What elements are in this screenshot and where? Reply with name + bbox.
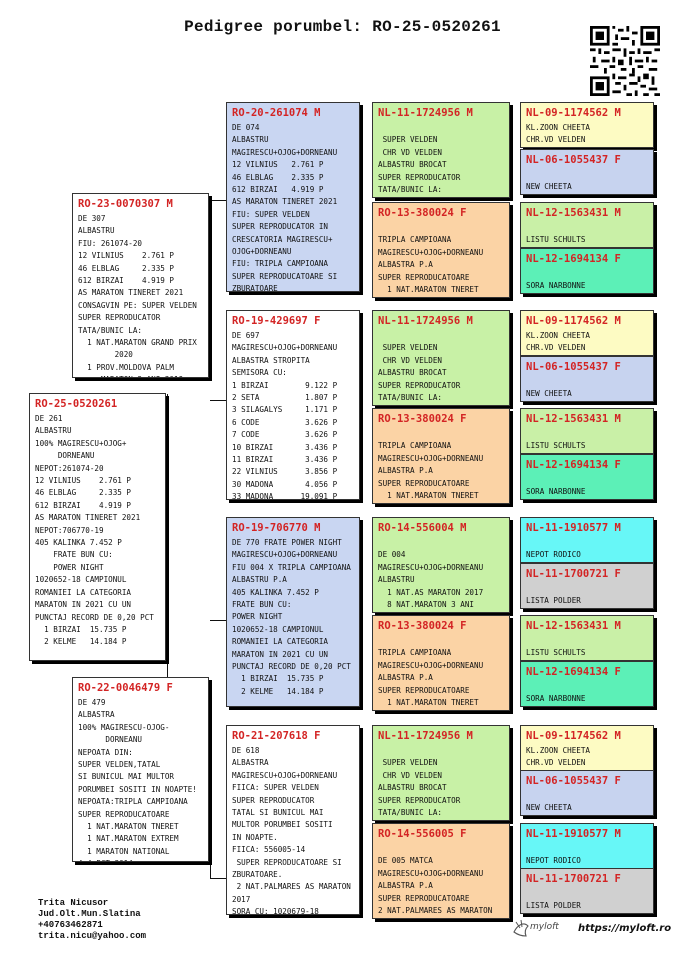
card-text-line: 12 VILNIUS 2.761 P — [78, 251, 175, 261]
card-text-line — [378, 428, 504, 440]
card-text-line: ALBASTRU — [378, 575, 415, 585]
card-text-line: ALBASTRA STROPITA — [232, 355, 310, 365]
card-text-line: ZBURATOARE. — [232, 870, 283, 880]
card-text-line: MAGIRESCU+OJOG+DORNEANU — [378, 247, 484, 257]
ring-number: NL-09-1174562 M — [526, 730, 621, 742]
card-text-line: 405 KALINKA 7.452 P — [35, 538, 122, 548]
ring-number: RO-19-706770 M — [232, 522, 321, 534]
ring-number: NL-11-1724956 M — [378, 315, 473, 327]
pedigree-card-ggp[interactable] — [372, 823, 510, 919]
owner-name: Trita Nicusor — [38, 898, 109, 908]
card-text-line: TRIPLA CAMPIOANA — [378, 441, 452, 451]
card-text-line: 1 MARATON NATIONAL — [78, 846, 170, 856]
card-text-line — [378, 404, 504, 406]
pedigree-card-gggp[interactable] — [520, 770, 654, 816]
card-text-line: SUPER REPRODUCATOARE SI — [232, 857, 342, 867]
card-text-line: 1 BIRZAI 9.122 P — [232, 380, 338, 390]
pedigree-card-gggp[interactable] — [520, 149, 654, 195]
card-text-line — [78, 858, 203, 862]
ring-number: NL-06-1055437 F — [526, 775, 621, 787]
card-text-line: NEW CHEETA — [526, 182, 572, 192]
pedigree-card-gggp[interactable] — [520, 563, 654, 609]
card-text-line — [378, 709, 504, 711]
card-text-line: SUPER VELDEN,TATAL — [78, 760, 161, 770]
pedigree-card-gggp[interactable] — [520, 868, 654, 914]
pedigree-card-dam-sire[interactable] — [226, 517, 360, 707]
card-text-line: 100% MAGIRESCU+OJOG+ — [35, 438, 127, 448]
pedigree-card-gggp[interactable] — [520, 661, 654, 707]
pedigree-card-ggp[interactable] — [372, 615, 510, 711]
pedigree-card-gggp[interactable] — [520, 102, 654, 148]
card-text-line: CHR VD VELDEN — [378, 770, 443, 780]
card-text-line: 1 BIRZAI 15.735 P — [35, 624, 127, 634]
ring-number: RO-20-261074 M — [232, 107, 321, 119]
card-text-line — [378, 330, 504, 342]
card-text-line: ALBASTRA P.A — [378, 881, 433, 891]
card-text-line: MAGIRESCU+OJOG+DORNEANU — [232, 770, 338, 780]
card-text-line: 2020 — [78, 350, 133, 360]
connector-line — [512, 750, 513, 800]
ring-number: NL-11-1910577 M — [526, 522, 621, 534]
card-text-line: KL.ZOON CHEETA — [526, 123, 591, 132]
connector-line — [210, 700, 211, 878]
ring-number: NL-06-1055437 F — [526, 154, 621, 166]
card-text-line — [526, 815, 648, 816]
card-text-line: 2 KELME 14.184 P — [232, 686, 324, 696]
ring-number: RO-21-207618 F — [232, 730, 321, 742]
card-text-line: NEPOATA DIN: — [78, 747, 133, 757]
card-text-line: 612 BIRZAI 4.919 P — [232, 185, 324, 195]
card-text-line: NEW CHEETA — [526, 803, 572, 813]
card-text-line: FRATE BUN CU: — [232, 600, 292, 610]
card-text-line: FIU: 261074-20 — [78, 238, 143, 248]
card-text-line: DE 479 — [78, 698, 106, 707]
card-text-line: SUPER REPRODUCATOARE — [78, 809, 170, 819]
card-text-line: DE 074 — [232, 123, 260, 132]
card-text-line — [526, 222, 648, 234]
card-text-line: TATAL SI BUNICUL MAI — [232, 808, 324, 818]
qr-code — [590, 26, 660, 96]
card-text-line: SEMISORA CU: — [232, 368, 287, 378]
card-text-line — [526, 913, 648, 914]
card-text-line: 10 BIRZAI 3.436 P — [232, 442, 338, 452]
card-text-line: NEW CHEETA — [526, 389, 572, 399]
card-text-line — [526, 376, 648, 388]
card-text-line — [378, 122, 504, 134]
ring-number: RO-13-380024 F — [378, 620, 467, 632]
card-text-line: DE 261 — [35, 414, 63, 423]
card-text-line — [526, 169, 648, 181]
card-text-line: MAGIRESCU+OJOG+DORNEANU — [232, 147, 338, 157]
card-text-line: 1020652-18 CAMPIONUL — [35, 575, 127, 585]
ring-number: NL-12-1694134 F — [526, 253, 621, 265]
card-text-line: CHR.VD VELDEN — [526, 758, 586, 768]
connector-line — [362, 565, 363, 665]
card-text-line: SUPER REPRODUCATOR — [378, 380, 461, 390]
card-text-line: TATA/BUNIC LA: — [378, 185, 443, 195]
card-text-line: POWER NIGHT — [35, 562, 104, 572]
card-text-line: PORUMBEI SOSITI IN NOAPTE! — [78, 784, 197, 794]
card-text-line: ALBASTRU BROCAT — [378, 160, 447, 170]
pedigree-card-ggp[interactable] — [372, 102, 510, 198]
pedigree-card-ggp[interactable] — [372, 408, 510, 504]
card-text-line — [526, 888, 648, 900]
page-title: Pedigree porumbel: RO-25-0520261 — [184, 18, 501, 36]
card-text-line: 3 SILAGALYS 1.171 P — [232, 405, 338, 415]
card-text-line: NEPOT RODICO — [526, 550, 581, 560]
card-text-line: 11 BIRZAI 3.436 P — [232, 455, 338, 465]
card-text-line: 100% MAGIRESCU-OJOG- — [78, 722, 170, 732]
card-text-line: 12 VILNIUS 2.761 P — [35, 476, 132, 486]
card-text-line: 1 NAT.MARATON GRAND PRIX — [78, 338, 197, 348]
owner-info — [38, 898, 146, 942]
card-text-line: 12 VILNIUS 2.761 P — [232, 160, 324, 170]
connector-line — [512, 125, 513, 175]
pedigree-card-sire-sire[interactable] — [226, 102, 360, 292]
card-text-line — [232, 698, 354, 707]
card-text-line: MARATON IN 2021 CU UN — [232, 649, 329, 659]
card-text-line: FIU 004 X TRIPLA CAMPIOANA — [232, 562, 351, 572]
card-text-line: SORA NARBONNE — [526, 694, 586, 704]
card-text-line: LISTU SCHULTS — [526, 235, 586, 245]
pedigree-card-sire-dam[interactable] — [226, 310, 360, 500]
connector-line — [512, 330, 513, 380]
pedigree-card-ggp[interactable] — [372, 517, 510, 613]
ring-number: NL-12-1563431 M — [526, 620, 621, 632]
card-text-line: SUPER REPRODUCATOARE — [378, 685, 470, 695]
connector-line — [210, 200, 226, 201]
card-text-line: TRIPLA CAMPIOANA — [378, 648, 452, 658]
pedigree-card-gggp[interactable] — [520, 310, 654, 356]
card-text-line: 2 KELME 14.184 P — [35, 637, 127, 647]
card-text-line: SUPER REPRODUCATOARE — [378, 478, 470, 488]
pedigree-card-gggp[interactable] — [520, 823, 654, 869]
card-text-line: SUPER VELDEN — [378, 343, 438, 353]
card-text-line: 612 BIRZAI 4.919 P — [78, 276, 175, 286]
card-text-line: DE 770 FRATE POWER NIGHT — [232, 538, 342, 547]
pedigree-card-gggp[interactable] — [520, 454, 654, 500]
card-text-line: 1 NAT.MARATON TNERET — [378, 491, 479, 501]
connector-line — [512, 225, 513, 275]
ring-number: NL-12-1694134 F — [526, 459, 621, 471]
card-text-line: SORA NARBONNE — [526, 487, 586, 497]
card-text-line: CHR.VD VELDEN — [526, 135, 586, 145]
card-text-line: CHR VD VELDEN — [378, 147, 443, 157]
pedigree-card-sire[interactable] — [72, 193, 209, 378]
card-text-line: ROMANIEI LA CATEGORIA — [232, 637, 329, 647]
card-text-line: ROMANIEI LA CATEGORIA — [35, 587, 132, 597]
ring-number: RO-13-380024 F — [378, 413, 467, 425]
card-text-line: SUPER REPRODUCATOR — [78, 313, 161, 323]
card-text-line: SUPER REPRODUCATOARE SI — [232, 271, 338, 281]
card-text-line: ALBASTRU BROCAT — [378, 783, 447, 793]
connector-line — [512, 430, 513, 480]
card-text-line: DE 005 MATCA — [378, 856, 433, 866]
card-text-line — [526, 474, 648, 486]
card-text-line: MARATON IN 2021 CU UN — [35, 600, 132, 610]
card-text-line: LISTU SCHULTS — [526, 648, 586, 658]
card-text-line — [378, 196, 504, 198]
connector-line — [210, 878, 226, 879]
card-text-line: SUPER REPRODUCATOARE — [378, 272, 470, 282]
card-text-line: NEPOATA:TRIPLA CAMPIOANA — [78, 797, 188, 807]
pedigree-card-gggp[interactable] — [520, 248, 654, 294]
card-text-line — [526, 635, 648, 647]
card-text-line — [526, 401, 648, 402]
card-text-line: AS MARATON TINERET 2021 — [78, 288, 184, 298]
card-text-line: SUPER VELDEN — [378, 135, 438, 145]
connector-line — [512, 540, 513, 590]
ring-number: NL-09-1174562 M — [526, 107, 621, 119]
card-text-line: SORA CU: 1020679-18 — [232, 907, 319, 915]
card-text-line: AS MARATON TINERET 2021 — [35, 513, 141, 523]
pedigree-card-gggp[interactable] — [520, 356, 654, 402]
card-text-line: CRESCATORIA MAGIRESCU+ — [232, 234, 333, 244]
card-text-line: MAGIRESCU+OJOG+DORNEANU — [232, 343, 338, 353]
ring-number: NL-11-1724956 M — [378, 730, 473, 742]
card-text-line: 1 BIRZAI 15.735 P — [232, 674, 324, 684]
card-text-line: ALBASTRU — [78, 226, 115, 236]
pedigree-card-gggp[interactable] — [520, 408, 654, 454]
card-text-line — [526, 194, 648, 195]
card-text-line: SI BUNICUL MAI MULTOR — [78, 772, 175, 782]
card-text-line: 612 BIRZAI 4.919 P — [35, 500, 132, 510]
card-text-line: ALBASTRU P.A — [232, 575, 287, 585]
card-text-line — [378, 611, 504, 613]
card-text-line — [526, 583, 648, 595]
ring-number: NL-11-1700721 F — [526, 568, 621, 580]
card-text-line: SUPER VELDEN — [378, 758, 438, 768]
ring-number: RO-25-0520261 — [35, 398, 118, 410]
connector-line — [167, 394, 168, 678]
card-text-line: FIU: TRIPLA CAMPIOANA — [232, 259, 329, 269]
card-text-line: 30 MADONA 4.056 P — [232, 479, 338, 489]
connector-line — [512, 850, 513, 900]
card-text-line: 46 ELBLAG 2.335 P — [78, 263, 175, 273]
connector-line — [210, 200, 211, 378]
card-text-line — [526, 843, 648, 855]
card-text-line: ALBASTRA P.A — [378, 260, 433, 270]
connector-line — [210, 620, 226, 621]
card-text-line — [378, 502, 504, 504]
ring-number: RO-14-556004 M — [378, 522, 467, 534]
card-text-line: ALBASTRA — [78, 710, 115, 720]
owner-location: Jud.Olt.Mun.Slatina — [38, 909, 141, 919]
card-text-line: SUPER REPRODUCATOARE — [378, 893, 470, 903]
card-text-line: 1 NAT.MARATON TNERET — [78, 822, 179, 832]
card-text-line: 33 MADONA 19.091 P — [232, 492, 338, 500]
card-text-line: 1 NAT.MARATON EXTREM — [78, 834, 179, 844]
card-text-line: DE 697 — [232, 331, 260, 340]
card-text-line — [378, 635, 504, 647]
card-text-line: 1 NAT.MARATON TNERET — [378, 698, 479, 708]
card-text-line: MAGIRESCU+OJOG+DORNEANU — [378, 453, 484, 463]
card-text-line: LISTA POLDER — [526, 596, 581, 606]
card-text-line — [526, 428, 648, 440]
card-text-line: 1020652-18 CAMPIONUL — [232, 624, 324, 634]
card-text-line: 2017 — [232, 894, 251, 904]
pedigree-card-ggp[interactable] — [372, 202, 510, 298]
ring-number: RO-19-429697 F — [232, 315, 321, 327]
card-text-line: 2 NAT.PALMARES AS MARATON — [232, 882, 351, 892]
card-text-line: ALBASTRU — [232, 135, 269, 145]
ring-number: NL-12-1563431 M — [526, 207, 621, 219]
pedigree-card-dam[interactable] — [72, 677, 209, 862]
card-text-line — [378, 537, 504, 549]
card-text-line: 8 NAT.MARATON 3 ANI — [378, 600, 475, 610]
pedigree-card-gggp[interactable] — [520, 615, 654, 661]
owner-email[interactable]: trita.nicu@yahoo.com — [38, 931, 147, 941]
card-text-line — [526, 537, 648, 549]
ring-number: NL-11-1910577 M — [526, 828, 621, 840]
card-text-line: 46 ELBLAG 2.335 P — [232, 172, 324, 182]
card-text-line: 46 ELBLAG 2.335 P — [35, 488, 132, 498]
card-text-line: 1 NAT.MARATON TNERET — [378, 285, 479, 295]
card-text-line: MAGIRESCU+OJOG+DORNEANU — [378, 562, 484, 572]
card-text-line: NEPOT:706770-19 — [35, 525, 104, 535]
pedigree-card-gggp[interactable] — [520, 517, 654, 563]
card-text-line — [526, 790, 648, 802]
card-text-line: DORNEANU — [78, 735, 143, 745]
card-text-line: ALBASTRA — [232, 758, 269, 768]
connector-line — [362, 775, 363, 875]
card-text-line: IN NOAPTE. — [232, 832, 278, 842]
pedigree-card-gggp[interactable] — [520, 202, 654, 248]
card-text-line: 2 NAT.PALMARES AS MARATON — [378, 906, 493, 916]
ring-number: RO-13-380024 F — [378, 207, 467, 219]
card-text-line: MULTOR PORUMBEI SOSITI — [232, 820, 333, 830]
card-text-line: MAGIRESCU+OJOG+DORNEANU — [378, 868, 484, 878]
card-text-line: ZBURATOARE — [232, 284, 278, 292]
card-text-line: KL.ZOON CHEETA — [526, 746, 591, 755]
card-text-line: 2 SETA 1.807 P — [232, 393, 338, 403]
card-text-line: DORNEANU — [35, 451, 95, 461]
card-text-line: MAGIRESCU+OJOG+DORNEANU — [378, 660, 484, 670]
card-text-line — [526, 268, 648, 280]
card-text-line: MAGIRESCU+OJOG+DORNEANU — [232, 550, 338, 560]
card-text-line: LISTA POLDER — [526, 901, 581, 911]
connector-line — [362, 355, 363, 455]
card-text-line — [378, 222, 504, 234]
pedigree-card-ggp[interactable] — [372, 725, 510, 821]
card-text-line — [378, 819, 504, 821]
card-text-line: FIICA: 556005-14 — [232, 845, 306, 855]
card-text-line: POWER NIGHT — [232, 612, 283, 622]
card-text-line: SUPER REPRODUCATOR IN — [232, 222, 329, 232]
card-text-line: ALBASTRA P.A — [378, 673, 433, 683]
card-text-line: DE 618 — [232, 746, 260, 755]
card-text-line — [526, 293, 648, 294]
card-text-line — [526, 706, 648, 707]
card-text-line: FRATE BUN CU: — [35, 550, 113, 560]
card-text-line: SUPER REPRODUCATOR — [378, 795, 461, 805]
site-link[interactable]: https://myloft.ro — [578, 923, 672, 934]
card-text-line: SUPER REPRODUCATOR — [378, 172, 461, 182]
card-text-line: CHR VD VELDEN — [378, 355, 443, 365]
card-text-line: 405 KALINKA 7.452 P — [232, 587, 319, 597]
ring-number: NL-09-1174562 M — [526, 315, 621, 327]
card-text-line: PUNCTAJ RECORD DE 0,20 PCT — [232, 662, 351, 672]
pedigree-card-subject[interactable] — [29, 393, 166, 661]
ring-number: NL-11-1724956 M — [378, 107, 473, 119]
card-text-line: CONSAGVIN PE: SUPER VELDEN — [78, 300, 197, 310]
card-text-line: LISTU SCHULTS — [526, 441, 586, 451]
card-text-line: ALBASTRU — [35, 426, 72, 436]
card-text-line: TATA/BUNIC LA: — [78, 325, 143, 335]
connector-line — [362, 150, 363, 250]
logo-text: myloft — [530, 922, 559, 932]
ring-number: RO-22-0046479 F — [78, 682, 173, 694]
card-text-line: SUPER REPRODUCATOR — [232, 795, 315, 805]
card-text-line — [378, 843, 504, 855]
card-text-line: 7 CODE 3.626 P — [232, 430, 338, 440]
card-text-line: 1 PROV.MOLDOVA PALM — [78, 362, 175, 372]
ring-number: NL-11-1700721 F — [526, 873, 621, 885]
card-text-line: OJOG+DORNEANU — [232, 247, 292, 257]
card-text-line: FIICA: SUPER VELDEN — [232, 783, 319, 793]
card-text-line: DE 004 — [378, 550, 406, 560]
ring-number: NL-06-1055437 F — [526, 361, 621, 373]
card-text-line: 6 CODE 3.626 P — [232, 417, 338, 427]
card-text-line: FIU: SUPER VELDEN — [232, 209, 310, 219]
pedigree-card-dam-dam[interactable] — [226, 725, 360, 915]
card-text-line — [378, 917, 504, 919]
card-text-line: 22 VILNIUS 3.856 P — [232, 467, 338, 477]
ring-number: NL-12-1694134 F — [526, 666, 621, 678]
card-text-line: AS MARATON TINERET 2021 — [232, 197, 338, 207]
card-text-line: TATA/BUNIC LA: — [378, 393, 443, 403]
card-text-line: NEPOT RODICO — [526, 856, 581, 866]
card-text-line — [526, 499, 648, 500]
card-text-line — [526, 147, 648, 148]
connector-line — [210, 400, 226, 401]
card-text-line: PUNCTAJ RECORD DE 0,20 PCT — [35, 612, 154, 622]
pedigree-card-gggp[interactable] — [520, 725, 654, 771]
card-text-line — [378, 745, 504, 757]
card-text-line — [526, 608, 648, 609]
card-text-line: CHR.VD VELDEN — [526, 343, 586, 353]
card-text-line: TATA/BUNIC LA: — [378, 808, 443, 818]
card-text-line: NEPOT:261074-20 — [35, 463, 104, 473]
card-text-line: SORA NARBONNE — [526, 281, 586, 291]
card-text-line — [378, 296, 504, 298]
pedigree-card-ggp[interactable] — [372, 310, 510, 406]
card-text-line — [78, 374, 203, 378]
card-text-line: ALBASTRA P.A — [378, 466, 433, 476]
card-text-line — [526, 681, 648, 693]
card-text-line: ALBASTRU BROCAT — [378, 368, 447, 378]
ring-number: NL-12-1563431 M — [526, 413, 621, 425]
card-text-line: TRIPLA CAMPIOANA — [378, 235, 452, 245]
card-text-line: 1 NAT.AS MARATON 2017 — [378, 587, 484, 597]
ring-number: RO-23-0070307 M — [78, 198, 173, 210]
card-text-line: KL.ZOON CHEETA — [526, 331, 591, 340]
ring-number: RO-14-556005 F — [378, 828, 467, 840]
owner-phone: +40763462871 — [38, 920, 103, 930]
connector-line — [512, 640, 513, 690]
card-text-line: DE 307 — [78, 214, 106, 223]
